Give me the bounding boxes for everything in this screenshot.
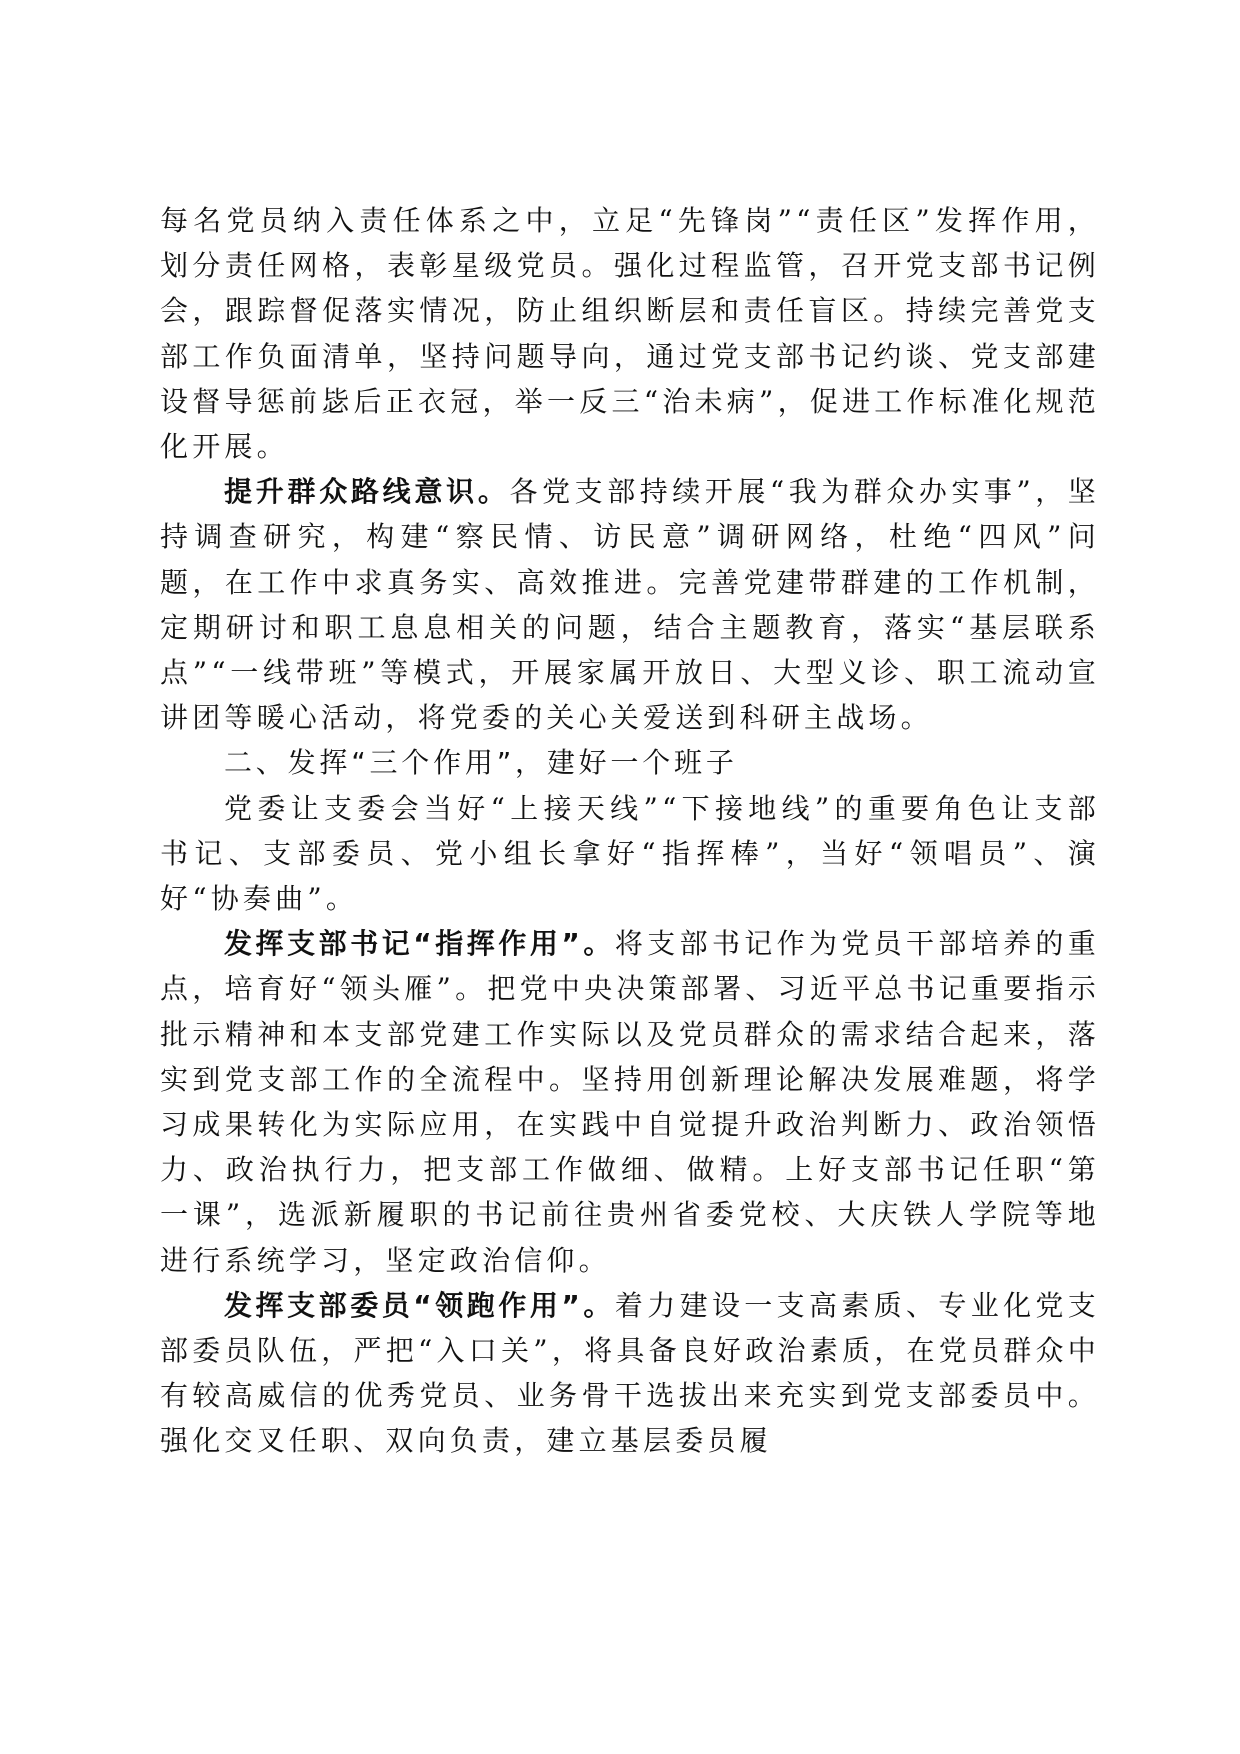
paragraph-text: 党委让支委会当好“上接天线”“下接地线”的重要角色让支部书记、支部委员、党小组长拿好“指挥棒”，当好“领唱员”、演好“协奏曲”。 bbox=[160, 791, 1100, 916]
section-heading: 二、发挥“三个作用”，建好一个班子 bbox=[224, 746, 738, 780]
paragraph-text: 将支部书记作为党员干部培养的重点，培育好“领头雁”。把党中央决策部署、习近平总书记重要指示批示精神和本支部党建工作实际以及党员群众的需求结合起来，落实到党支部工作的全流程中。坚持用创新理论解决发展难题，将学习成果转化为实际应用，在实践中自觉提升政治判断力、政治领悟力、政治执行力，把支部工作做细、做精。上好支部书记任职“第一课”，选派新履职的书记前往贵州省委党校、大庆铁人学院等地进行系统学习，坚定政治信仰。 bbox=[160, 927, 1100, 1277]
paragraph-responsibility-system bbox=[160, 198, 1100, 469]
paragraph-committee-member-role bbox=[160, 1283, 1100, 1464]
paragraph-text: 着力建设一支高素质、专业化党支部委员队伍，严把“入口关”，将具备良好政治素质，在党员群众中有较高威信的优秀党员、业务骨干选拔出来充实到党支部委员中。强化交叉任职、双向负责，建立基层委员履 bbox=[160, 1288, 1100, 1458]
document-body bbox=[160, 198, 1100, 1464]
paragraph-secretary-role bbox=[160, 921, 1100, 1283]
paragraph-lead: 提升群众路线意识。 bbox=[224, 475, 510, 509]
paragraph-lead: 发挥支部书记“指挥作用”。 bbox=[224, 927, 615, 961]
paragraph-branch-committee bbox=[160, 786, 1100, 922]
paragraph-text: 每名党员纳入责任体系之中，立足“先锋岗”“责任区”发挥作用，划分责任网格，表彰星级党员。强化过程监管，召开党支部书记例会，跟踪督促落实情况，防止组织断层和责任盲区。持续完善党支部工作负面清单，坚持问题导向，通过党支部书记约谈、党支部建设督导惩前毖后正衣冠，举一反三“治未病”，促进工作标准化规范化开展。 bbox=[160, 204, 1100, 464]
paragraph-lead: 发挥支部委员“领跑作用”。 bbox=[224, 1288, 615, 1322]
paragraph-text: 各党支部持续开展“我为群众办实事”，坚持调查研究，构建“察民情、访民意”调研网络，杜绝“四风”问题，在工作中求真务实、高效推进。完善党建带群建的工作机制，定期研讨和职工息息相关的问题，结合主题教育，落实“基层联系点”“一线带班”等模式，开展家属开放日、大型义诊、职工流动宣讲团等暖心活动，将党委的关心关爱送到科研主战场。 bbox=[160, 475, 1100, 735]
paragraph-mass-line bbox=[160, 469, 1100, 740]
